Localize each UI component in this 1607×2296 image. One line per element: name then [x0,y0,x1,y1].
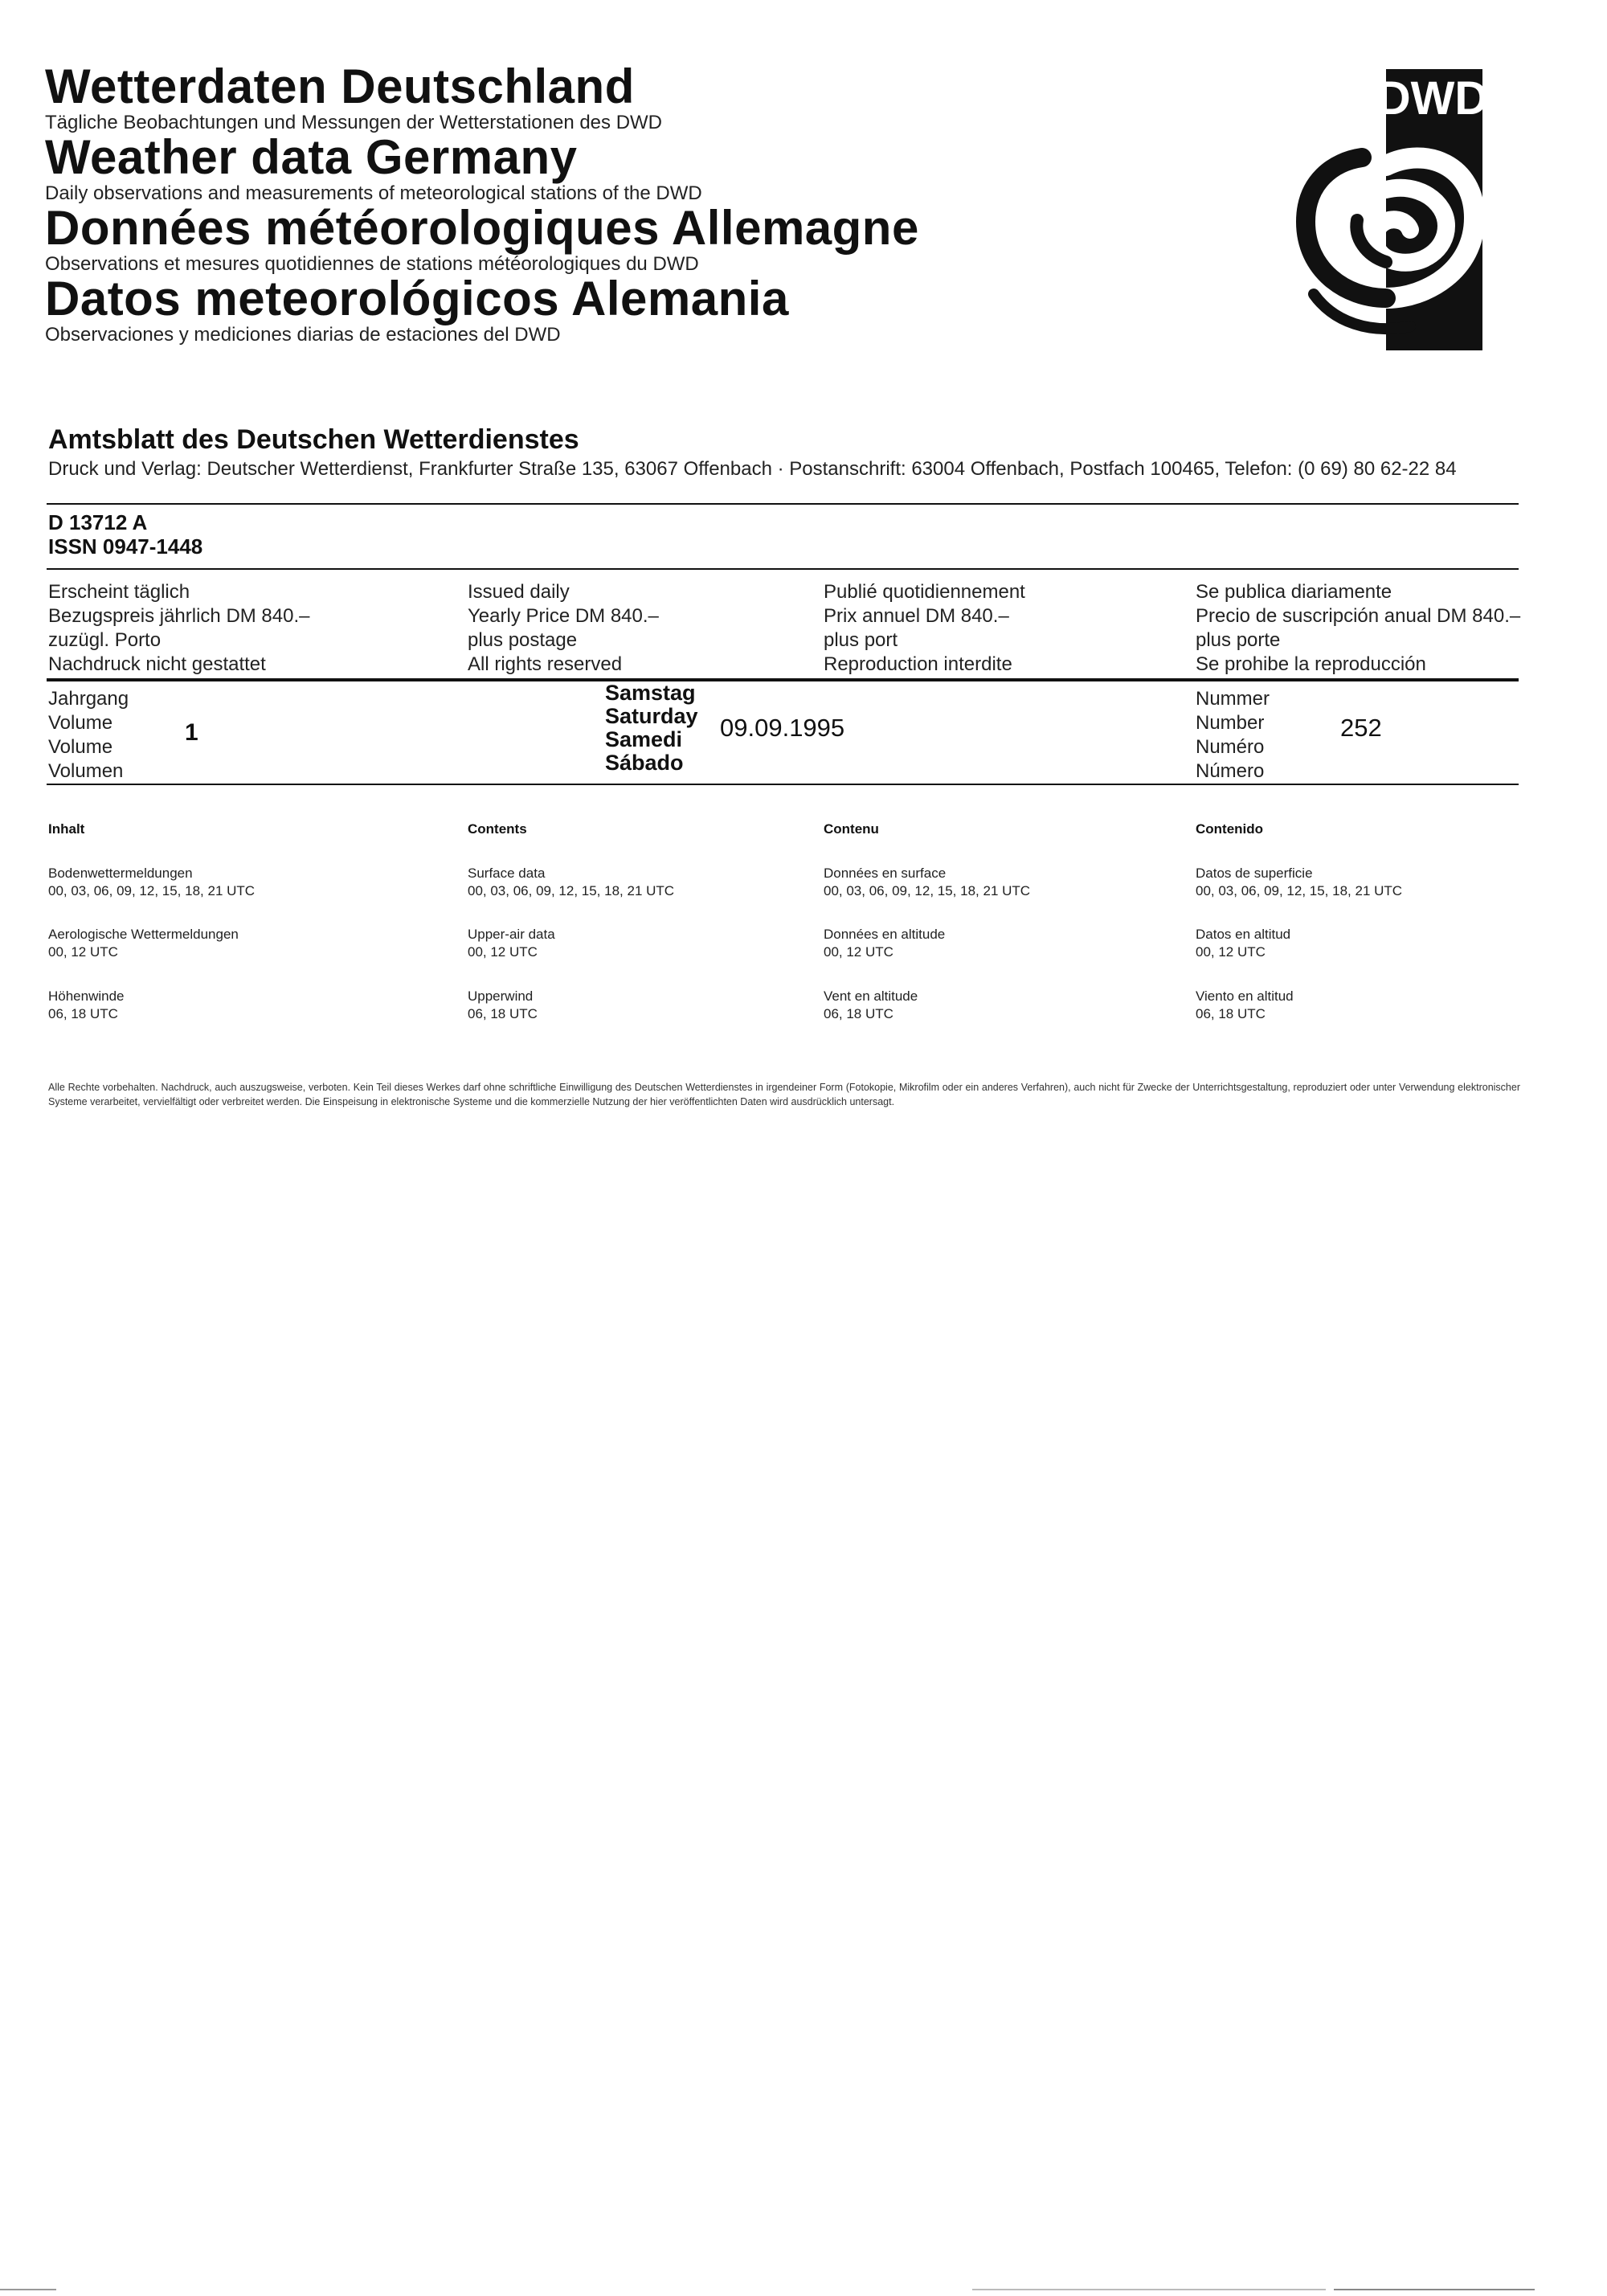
entry-times: 06, 18 UTC [1196,1006,1266,1021]
entry-title: Datos en altitud [1196,927,1291,942]
scan-artifact-line [972,2289,1326,2290]
day-labels [605,681,698,775]
entry-times: 00, 12 UTC [468,944,538,960]
sub-fr-line: Publié quotidiennement [824,581,1025,603]
entry-title: Höhenwinde [48,988,125,1004]
divider-1 [47,503,1519,505]
sub-en-line: Issued daily [468,581,570,603]
title-block [45,59,919,346]
issn: ISSN 0947-1448 [48,534,203,559]
title-en: Weather data Germany [45,130,578,184]
divider-3 [47,678,1519,681]
contents-entry [824,926,1030,961]
entry-title: Aerologische Wettermeldungen [48,927,239,942]
contents-column-en [468,865,674,1023]
sub-en-line: plus postage [468,629,578,651]
sub-de-line: Bezugspreis jährlich DM 840.– [48,605,310,627]
sub-fr-line: plus port [824,629,898,651]
contents-entry [48,988,255,1023]
legal-notice: Alle Rechte vorbehalten. Nachdruck, auch auszugsweise, verboten. Kein Teil dieses Werkes darf ohne schriftliche Einwilligung des Deutschen Wetterdienstes in irgendeiner Form (Fotokopie, Mikrofilm oder ein anderes Verfahren), auch nicht für Zwecke der Unterrichtsgestaltung, reproduziert oder unter Verwendung elektronischer Systeme verarbeitet, vervielfältigt oder verbreitet werden. Die Einspeisung in elektronische Systeme und die kommerzielle Nutzung der hier veröffentlichten Daten wird ausdrücklich untersagt. [48,1082,1520,1107]
number-label: Number [1196,712,1265,734]
contents-entry [1196,926,1402,961]
volume-label: Volumen [48,760,124,782]
entry-title: Upperwind [468,988,534,1004]
sub-es-line: Precio de suscripción anual DM 840.– [1196,605,1521,627]
volume-label: Volume [48,736,113,758]
publisher-heading: Amtsblatt des Deutschen Wetterdienstes [48,424,579,455]
title-es: Datos meteorológicos Alemania [45,272,789,325]
contents-entry [468,926,674,961]
subscription-en [468,580,659,677]
title-fr: Données météorologiques Allemagne [45,201,919,255]
volume-label: Volume [48,712,113,734]
contents-header-fr: Contenu [824,821,879,837]
entry-times: 06, 18 UTC [48,1006,118,1021]
sub-es-line: plus porte [1196,629,1281,651]
subtitle-fr: Observations et mesures quotidiennes de stations météorologiques du DWD [45,253,699,275]
sub-en-line: Yearly Price DM 840.– [468,605,659,627]
entry-times: 06, 18 UTC [824,1006,893,1021]
contents-entry [1196,865,1402,900]
day-label: Sábado [605,751,684,775]
sub-es-line: Se publica diariamente [1196,581,1392,603]
sub-de-line: Nachdruck nicht gestattet [48,653,266,675]
entry-title: Surface data [468,866,546,881]
entry-times: 00, 03, 06, 09, 12, 15, 18, 21 UTC [1196,883,1403,898]
sub-fr-line: Prix annuel DM 840.– [824,605,1009,627]
contents-entry [468,988,674,1023]
divider-2 [47,568,1519,570]
entry-title: Datos de superficie [1196,866,1313,881]
title-de: Wetterdaten Deutschland [45,59,635,113]
entry-title: Bodenwettermeldungen [48,866,193,881]
logo-text: DWD [1376,72,1482,125]
subtitle-de: Tägliche Beobachtungen und Messungen der Wetterstationen des DWD [45,112,663,133]
number-label: Nummer [1196,688,1270,710]
entry-title: Vent en altitude [824,988,918,1004]
contents-entry [48,865,255,900]
volume-value: 1 [185,719,198,746]
contents-header-de: Inhalt [48,821,85,837]
number-labels [1196,687,1270,784]
subscription-de [48,580,310,677]
day-label: Samstag [605,681,696,705]
contents-entry [824,988,1030,1023]
entry-times: 00, 03, 06, 09, 12, 15, 18, 21 UTC [48,883,256,898]
day-label: Saturday [605,704,698,728]
contents-header-es: Contenido [1196,821,1264,837]
entry-title: Viento en altitud [1196,988,1294,1004]
entry-title: Upper-air data [468,927,555,942]
contents-column-fr [824,865,1030,1023]
issue-number: 252 [1340,714,1382,742]
contents-column-es [1196,865,1402,1023]
entry-times: 00, 12 UTC [1196,944,1266,960]
entry-times: 06, 18 UTC [468,1006,538,1021]
sub-fr-line: Reproduction interdite [824,653,1012,675]
number-label: Número [1196,760,1265,782]
contents-header-en: Contents [468,821,527,837]
sub-de-line: Erscheint täglich [48,581,190,603]
contents-entry [1196,988,1402,1023]
number-label: Numéro [1196,736,1265,758]
sub-de-line: zuzügl. Porto [48,629,162,651]
entry-times: 00, 03, 06, 09, 12, 15, 18, 21 UTC [468,883,675,898]
d-number: D 13712 A [48,510,148,534]
divider-4 [47,784,1519,785]
dwd-logo-spiral-icon [1290,69,1482,350]
publisher-address: Druck und Verlag: Deutscher Wetterdienst, Frankfurter Straße 135, 63067 Offenbach · Postanschrift: 63004 Offenbach, Postfach 100465, Telefon: (0 69) 80 62-22 84 [48,458,1457,480]
subscription-fr [824,580,1025,677]
sub-es-line: Se prohibe la reproducción [1196,653,1426,675]
contents-entry [468,865,674,900]
issue-date: 09.09.1995 [720,714,845,742]
day-label: Samedi [605,727,683,751]
contents-entry [824,865,1030,900]
entry-times: 00, 12 UTC [824,944,893,960]
scan-artifact-line [1334,2289,1535,2290]
volume-labels [48,687,129,784]
entry-times: 00, 12 UTC [48,944,118,960]
sub-en-line: All rights reserved [468,653,623,675]
entry-times: 00, 03, 06, 09, 12, 15, 18, 21 UTC [824,883,1031,898]
subtitle-es: Observaciones y mediciones diarias de estaciones del DWD [45,324,561,346]
subtitle-en: Daily observations and measurements of meteorological stations of the DWD [45,182,702,204]
entry-title: Données en altitude [824,927,946,942]
subscription-es [1196,580,1520,677]
contents-entry [48,926,255,961]
volume-label: Jahrgang [48,688,129,710]
scan-artifact-line [0,2289,56,2290]
entry-title: Données en surface [824,866,947,881]
contents-column-de [48,865,255,1023]
dwd-logo [1290,69,1482,350]
